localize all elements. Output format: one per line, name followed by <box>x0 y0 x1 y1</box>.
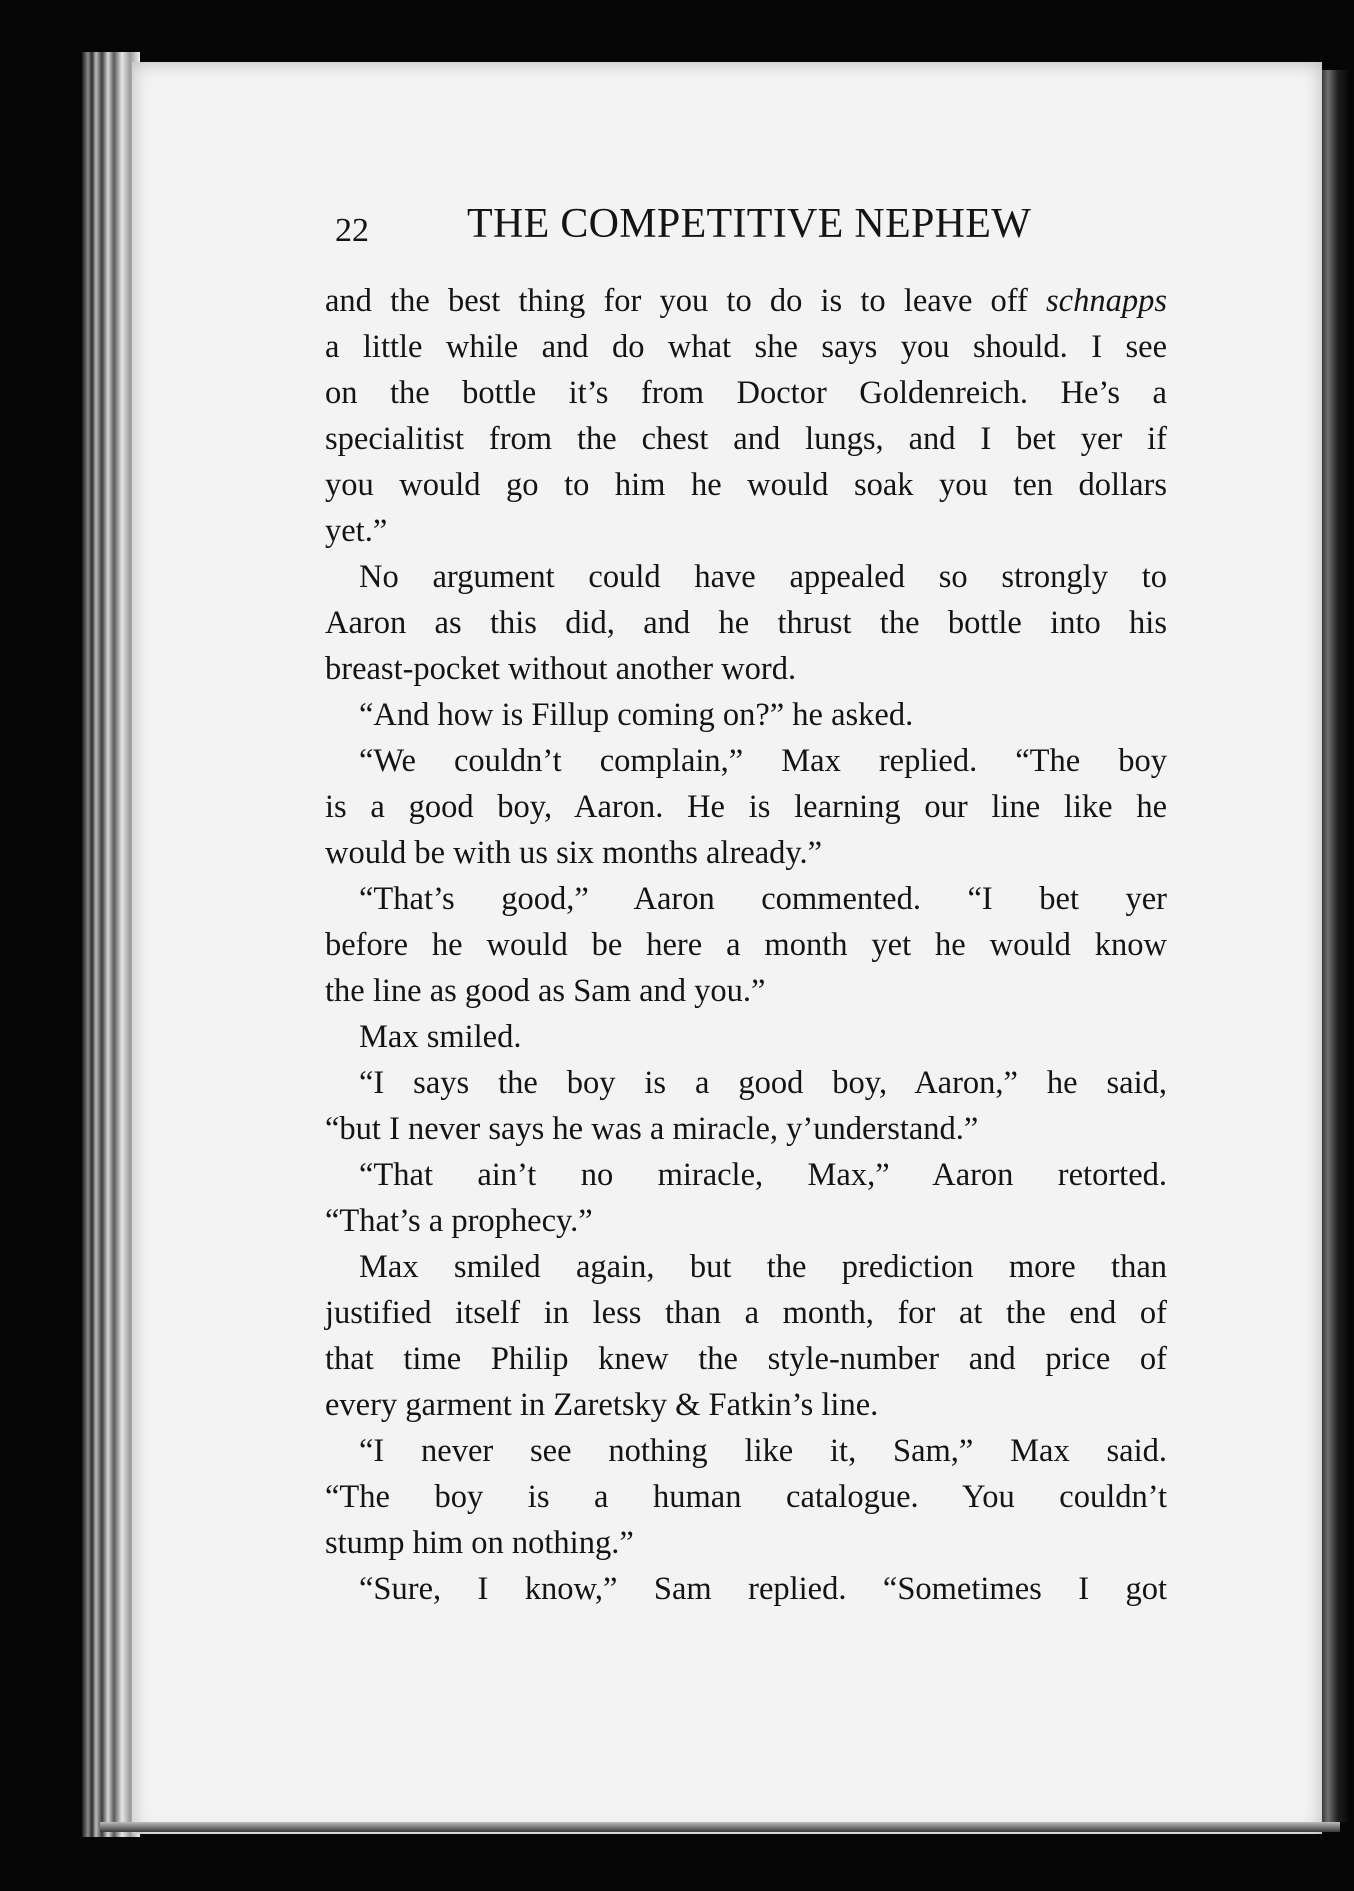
text-line-content: “I says the boy is a good boy, Aaron,” he said, <box>359 1065 1167 1101</box>
text-line <box>325 1520 1167 1566</box>
text-line-content: every garment in Zaretsky & Fatkin’s line. <box>325 1387 879 1423</box>
text-line <box>325 1382 1167 1428</box>
text-line-content: “but I never says he was a miracle, y’understand.” <box>325 1111 979 1147</box>
text-line-content: that time Philip knew the style-number and price of <box>325 1341 1167 1377</box>
text-line-content: justified itself in less than a month, for at the end of <box>325 1295 1167 1331</box>
text-line-content: specialitist from the chest and lungs, and I bet yer if <box>325 421 1167 457</box>
text-line <box>325 1474 1167 1520</box>
text-line <box>325 646 1167 692</box>
page-number: 22 <box>335 212 369 249</box>
page-header <box>335 200 1055 260</box>
text-line-content: and the best thing for you to do is to leave off <box>325 283 1047 319</box>
text-line <box>325 876 1167 922</box>
text-line <box>325 600 1167 646</box>
text-line <box>325 968 1167 1014</box>
text-line <box>325 1244 1167 1290</box>
text-line-content: on the bottle it’s from Doctor Goldenreich. He’s a <box>325 375 1167 411</box>
text-line <box>325 1152 1167 1198</box>
text-line-content: Max smiled. <box>359 1019 522 1055</box>
body-text <box>325 278 1167 1612</box>
text-line-content: “That ain’t no miracle, Max,” Aaron retorted. <box>359 1157 1167 1193</box>
text-line <box>325 692 1167 738</box>
text-line <box>325 784 1167 830</box>
text-line <box>325 922 1167 968</box>
text-line-content: yet.” <box>325 513 388 549</box>
running-title: THE COMPETITIVE NEPHEW <box>467 201 1032 247</box>
text-line <box>325 1336 1167 1382</box>
text-line <box>325 324 1167 370</box>
text-line <box>325 416 1167 462</box>
text-line-content: No argument could have appealed so strongly to <box>359 559 1167 595</box>
text-line-content: a little while and do what she says you should. I see <box>325 329 1167 365</box>
text-line <box>325 1198 1167 1244</box>
text-line <box>325 370 1167 416</box>
text-line <box>325 1106 1167 1152</box>
text-line-content: is a good boy, Aaron. He is learning our line like he <box>325 789 1167 825</box>
text-line <box>325 830 1167 876</box>
text-line-content: Max smiled again, but the prediction more than <box>359 1249 1167 1285</box>
text-line-content: stump him on nothing.” <box>325 1525 634 1561</box>
text-line-content: breast-pocket without another word. <box>325 651 797 687</box>
text-line-content: “That’s good,” Aaron commented. “I bet yer <box>359 881 1167 917</box>
text-line-content: “I never see nothing like it, Sam,” Max said. <box>359 1433 1167 1469</box>
text-line-content: “Sure, I know,” Sam replied. “Sometimes I got <box>359 1571 1167 1607</box>
text-line-content: Aaron as this did, and he thrust the bottle into his <box>325 605 1167 641</box>
text-line-content: “The boy is a human catalogue. You couldn’t <box>325 1479 1167 1515</box>
text-line-content: “That’s a prophecy.” <box>325 1203 593 1239</box>
text-line <box>325 738 1167 784</box>
text-line-content: you would go to him he would soak you ten dollars <box>325 467 1167 503</box>
text-line-content: “And how is Fillup coming on?” he asked. <box>359 697 914 733</box>
italic-word: schnapps <box>1046 283 1167 319</box>
text-line <box>325 1290 1167 1336</box>
text-line-content: before he would be here a month yet he would know <box>325 927 1167 963</box>
text-line <box>325 278 1167 324</box>
text-line <box>325 462 1167 508</box>
text-line <box>325 508 1167 554</box>
text-line-content: the line as good as Sam and you.” <box>325 973 766 1009</box>
text-line-content: would be with us six months already.” <box>325 835 823 871</box>
text-line <box>325 1060 1167 1106</box>
page-bottom-edge <box>100 1822 1340 1832</box>
text-line <box>325 1566 1167 1612</box>
text-line <box>325 1428 1167 1474</box>
text-line <box>325 554 1167 600</box>
text-line-content: “We couldn’t complain,” Max replied. “The boy <box>359 743 1167 779</box>
text-line <box>325 1014 1167 1060</box>
